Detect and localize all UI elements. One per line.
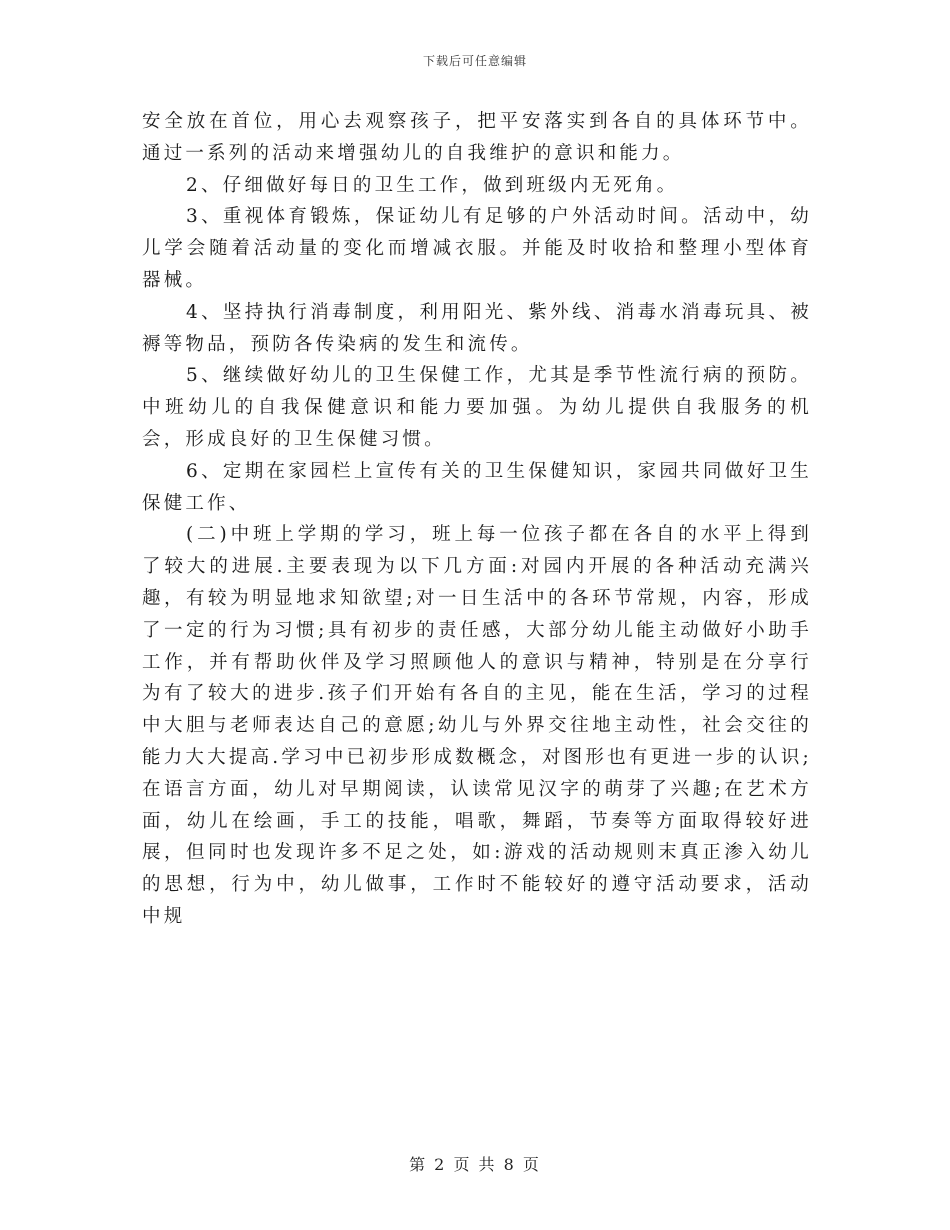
page-number-footer: 第 2 页 共 8 页 [409, 1155, 541, 1174]
document-body [142, 106, 812, 933]
paragraph-item-2: 2、仔细做好每日的卫生工作，做到班级内无死角。 [186, 174, 679, 196]
paragraph-item-6: 6、定期在家园栏上宣传有关的卫生保健知识，家园共同做好卫生保健工作、 [142, 460, 812, 514]
paragraph-item-4: 4、坚持执行消毒制度，利用阳光、紫外线、消毒水消毒玩具、被褥等物品，预防各传染病的发生和流传。 [142, 301, 812, 355]
paragraph-item-5: 5、继续做好幼儿的卫生保健工作，尤其是季节性流行病的预防。中班幼儿的自我保健意识和能力要加强。为幼儿提供自我服务的机会，形成良好的卫生保健习惯。 [142, 365, 812, 450]
paragraph-item-3: 3、重视体育锻炼，保证幼儿有足够的户外活动时间。活动中，幼儿学会随着活动量的变化而增减衣服。并能及时收拾和整理小型体育器械。 [142, 206, 812, 291]
paragraph-section-2: (二)中班上学期的学习，班上每一位孩子都在各自的水平上得到了较大的进展.主要表现为以下几方面:对园内开展的各种活动充满兴趣，有较为明显地求知欲望;对一日生活中的各环节常规，内容，形成了一定的行为习惯;具有初步的责任感，大部分幼儿能主动做好小助手工作，并有帮助伙伴及学习照顾他人的意识与精神，特别是在分享行为有了较大的进步.孩子们开始有各自的主见，能在生活，学习的过程中大胆与老师表达自己的意愿;幼儿与外界交往地主动性，社会交往的能力大大提高.学习中已初步形成数概念，对图形也有更进一步的认识;在语言方面，幼儿对早期阅读，认读常见汉字的萌芽了兴趣;在艺术方面，幼儿在绘画，手工的技能，唱歌，舞蹈，节奏等方面取得较好进展，但同时也发现许多不足之处，如:游戏的活动规则末真正渗入幼儿的思想，行为中，幼儿做事，工作时不能较好的遵守活动要求，活动中规 [142, 524, 812, 927]
page-header: 下载后可任意编辑 [422, 54, 527, 68]
paragraph-continuation: 安全放在首位，用心去观察孩子，把平安落实到各自的具体环节中。通过一系列的活动来增强幼儿的自我维护的意识和能力。 [142, 111, 812, 164]
